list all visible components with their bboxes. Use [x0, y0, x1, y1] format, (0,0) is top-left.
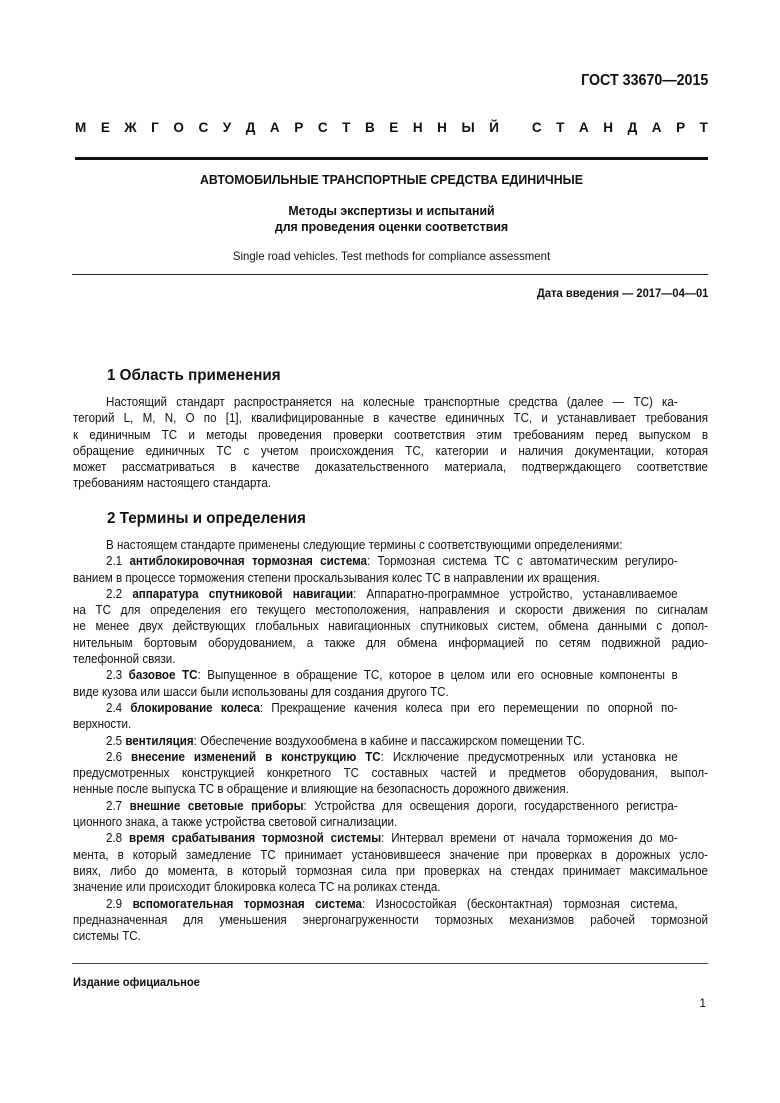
term-definition: виях, либо до момента, в который тормозная сила при проверках на стендах принимает максимальное [73, 863, 709, 878]
interstate-letter: А [269, 120, 280, 135]
text-line [73, 814, 708, 830]
interstate-letter [514, 120, 518, 135]
term-definition: ционного знака, а также устройства световой сигнализации. [73, 815, 398, 830]
term-number: 2.8 [106, 831, 129, 846]
text-line-content [73, 635, 708, 651]
text-line-content [73, 847, 708, 863]
interstate-letter: Т [342, 120, 351, 135]
term-number: 2.6 [106, 749, 132, 764]
text-line [73, 553, 708, 569]
term-definition: : Тормозная система ТС с автоматическим регулиро- [366, 554, 678, 569]
term-definition: : Исключение предусмотренных или установка не [380, 749, 678, 764]
text-line-content [73, 427, 708, 443]
text-line-content [73, 570, 708, 586]
page-number: 1 [699, 996, 706, 1010]
text-line-content [73, 879, 708, 895]
term-definition: : Износостойкая (бесконтактная) тормозная система, [361, 896, 678, 911]
term-number: 2.7 [106, 798, 130, 813]
text-line-content [106, 733, 678, 749]
footer-divider [72, 963, 708, 964]
text-line-content [73, 410, 708, 426]
interstate-letter: В [364, 120, 375, 135]
interstate-letter: М [75, 120, 87, 135]
text-line-content [106, 830, 678, 846]
text-line-content [73, 459, 708, 475]
text-line [73, 733, 708, 749]
text-line-content [106, 700, 678, 716]
term-definition: : Устройства для освещения дороги, государственного регистра- [303, 798, 678, 813]
text-line [73, 443, 708, 459]
term-definition: предназначенная для уменьшения энергонагруженности тормозных механизмов рабочей тормозной [73, 912, 709, 927]
text-line [73, 667, 708, 683]
text-fragment: к единичным ТС и методы проведения проверки соответствия этим требованиям перед выпуском в [73, 427, 709, 442]
text-line [73, 459, 708, 475]
text-line-content [106, 394, 678, 410]
text-line [73, 896, 708, 912]
interstate-letter: У [222, 120, 232, 135]
term-definition: мента, в который замедление ТС принимает установившееся значение при проверках в дорожных усло- [73, 847, 709, 862]
text-fragment: обращение единичных ТС с учетом происхождения ТС, категории и наличия документации, которая [73, 443, 709, 458]
term-number: 2.5 [106, 733, 126, 748]
text-line-content [73, 928, 708, 944]
term-number: 2.2 [106, 586, 133, 601]
text-line [73, 684, 708, 700]
english-title: Single road vehicles. Test methods for compliance assessment [232, 249, 551, 263]
text-line-content [106, 798, 678, 814]
text-line [73, 912, 708, 928]
text-line [73, 570, 708, 586]
term-name: время срабатывания тормозной системы [128, 831, 382, 846]
term-name: вспомогательная тормозная система [132, 896, 362, 911]
text-line [73, 537, 708, 553]
term-definition: : Интервал времени от начала торможения до мо- [381, 831, 678, 846]
term-definition: верхности. [73, 717, 132, 732]
term-definition: ванием в процессе торможения степени проскальзывания колес ТС в направлении их вращения. [73, 570, 600, 585]
text-line-content [73, 863, 708, 879]
text-line [73, 830, 708, 846]
text-line-content [106, 537, 678, 553]
term-definition: значение или происходит блокировка колеса ТС на роликах стенда. [73, 880, 441, 895]
subtitle-line: для проведения оценки соответствия [274, 219, 509, 234]
text-line [73, 749, 708, 765]
term-definition: : Выпущенное в обращение ТС, которое в целом или его основные компоненты в [197, 668, 678, 683]
section-terms-body [73, 537, 708, 944]
header-divider [75, 157, 708, 160]
term-definition: ненные после выпуска ТС в обращение и влияющие на безопасность дорожного движения. [73, 782, 569, 797]
text-line [73, 635, 708, 651]
text-line-content [73, 651, 708, 667]
text-line-content [106, 586, 678, 602]
text-line-content [73, 475, 708, 491]
interstate-letter: С [198, 120, 209, 135]
term-definition: предусмотренных конструкцией конкретного ТС составных частей и предметов оборудования, выпол- [73, 766, 709, 781]
interstate-letter: Н [412, 120, 423, 135]
interstate-standard-label [75, 120, 708, 135]
term-name: внесение изменений в конструкцию ТС [131, 749, 381, 764]
text-line [73, 394, 708, 410]
term-name: блокирование колеса [130, 700, 260, 715]
document-title: АВТОМОБИЛЬНЫЕ ТРАНСПОРТНЫЕ СРЕДСТВА ЕДИНИЧНЫЕ [200, 172, 583, 187]
text-line [73, 879, 708, 895]
interstate-letter: Н [603, 120, 614, 135]
interstate-letter: О [173, 120, 184, 135]
text-line-content [73, 618, 708, 634]
interstate-letter: Ы [461, 120, 475, 135]
introduction-date: Дата введения — 2017—04—01 [536, 286, 708, 300]
subtitle-line: Методы экспертизы и испытаний [288, 203, 495, 218]
text-line-content [73, 912, 708, 928]
text-line [73, 847, 708, 863]
text-line-content [73, 716, 708, 732]
text-fragment: может рассматриваться в качестве доказательственного материала, подтверждающего соответствие [73, 460, 709, 475]
text-line [73, 651, 708, 667]
term-number: 2.1 [106, 554, 130, 569]
interstate-letter: Н [437, 120, 447, 135]
text-line [73, 410, 708, 426]
text-line [73, 928, 708, 944]
section-heading-scope: 1 Область применения [107, 367, 281, 384]
interstate-letter: Р [676, 120, 686, 135]
interstate-letter: С [317, 120, 328, 135]
title-divider [72, 274, 708, 275]
term-definition: : Обеспечение воздухообмена в кабине и пассажирском помещении ТС. [193, 733, 585, 748]
interstate-letter: Е [389, 120, 399, 135]
text-fragment: тегорий L, M, N, O по [1], квалифицированные в качестве единичных ТС, и устанавливает требования [73, 411, 709, 426]
term-number: 2.3 [106, 668, 129, 683]
term-definition: нительным бортовым оборудованием, а также для обмена информацией по сетям подвижной радио- [73, 635, 709, 650]
term-definition: виде кузова или шасси были использованы для создания другого ТС. [73, 684, 449, 699]
text-line-content [106, 896, 678, 912]
interstate-letter: Г [151, 120, 159, 135]
official-edition-label: Издание официальное [73, 975, 200, 989]
interstate-letter: Т [556, 120, 565, 135]
term-definition: : Прекращение качения колеса при его перемещении по опорной по- [259, 700, 678, 715]
text-line [73, 765, 708, 781]
interstate-letter: А [578, 120, 589, 135]
text-line [73, 602, 708, 618]
term-number: 2.9 [106, 896, 133, 911]
section-scope-body [73, 394, 708, 492]
text-line [73, 618, 708, 634]
text-line-content [73, 684, 708, 700]
text-line-content [73, 765, 708, 781]
interstate-letter: А [651, 120, 662, 135]
document-number: ГОСТ 33670—2015 [580, 72, 708, 89]
section-heading-terms: 2 Термины и определения [107, 510, 306, 527]
term-number: 2.4 [106, 700, 131, 715]
text-line-content [73, 814, 708, 830]
text-line-content [73, 602, 708, 618]
text-line [73, 798, 708, 814]
text-fragment: требованиям настоящего стандарта. [73, 476, 272, 491]
terms-intro: В настоящем стандарте применены следующие термины с соответствующими определениями: [106, 538, 623, 552]
term-name: антиблокировочная тормозная система [129, 554, 367, 569]
term-name: вентиляция [125, 733, 194, 748]
term-definition: не менее двух действующих глобальных навигационных спутниковых систем, обмена данными с допол- [73, 619, 709, 634]
text-line [73, 863, 708, 879]
interstate-letter: Д [245, 120, 256, 135]
term-definition: телефонной связи. [73, 652, 176, 667]
text-fragment: Настоящий стандарт распространяется на колесные транспортные средства (далее — ТС) ка- [106, 395, 678, 409]
term-definition: системы ТС. [73, 929, 141, 944]
text-line [73, 586, 708, 602]
interstate-letter: Т [699, 120, 708, 135]
term-definition: на ТС для определения его текущего местоположения, направления и скорости движения по сигналам [73, 603, 709, 618]
text-line-content [73, 781, 708, 797]
text-line [73, 781, 708, 797]
text-line [73, 716, 708, 732]
term-definition: : Аппаратно-программное устройство, устанавливаемое [353, 586, 678, 601]
text-line [73, 700, 708, 716]
term-name: внешние световые приборы [129, 798, 304, 813]
text-line-content [73, 443, 708, 459]
term-name: аппаратура спутниковой навигации [132, 586, 354, 601]
document-subtitle [91, 203, 692, 235]
interstate-letter: Д [627, 120, 638, 135]
text-line-content [106, 667, 678, 683]
text-line-content [106, 553, 678, 569]
interstate-letter: Й [489, 120, 499, 135]
text-line [73, 427, 708, 443]
interstate-letter: Р [294, 120, 304, 135]
text-line [73, 475, 708, 491]
text-line-content [106, 749, 678, 765]
interstate-letter: Ж [124, 120, 137, 135]
interstate-letter: Е [100, 120, 110, 135]
term-name: базовое ТС [128, 668, 198, 683]
interstate-letter: С [531, 120, 542, 135]
